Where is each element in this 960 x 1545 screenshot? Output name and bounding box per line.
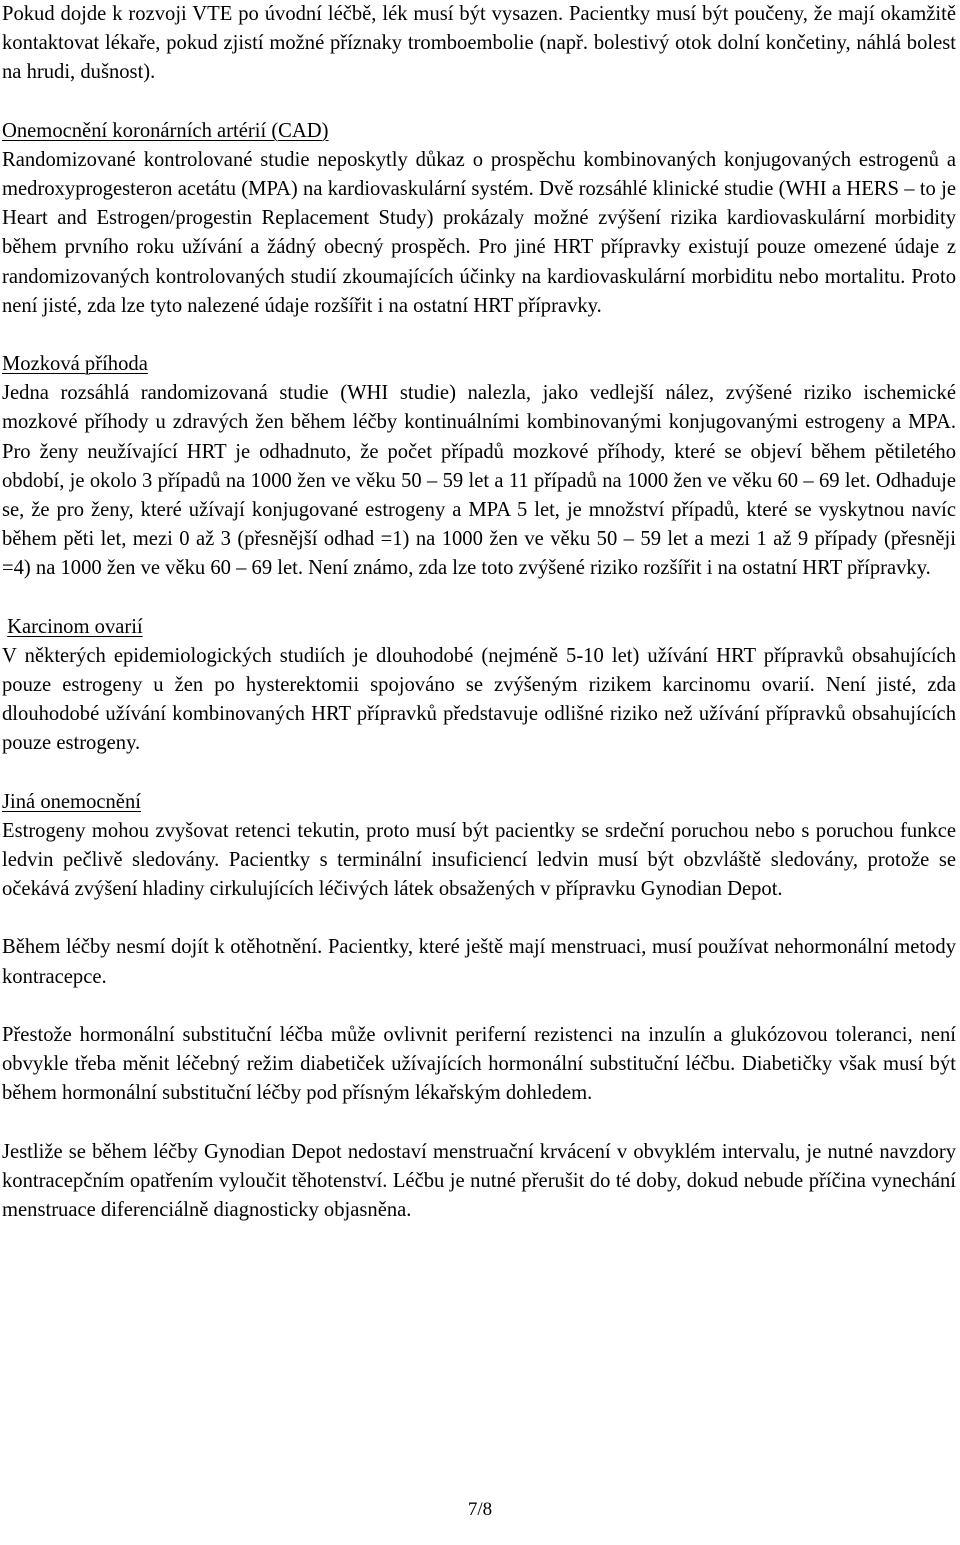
stroke-paragraph: Jedna rozsáhlá randomizovaná studie (WHI studie) nalezla, jako vedlejší nález, zvýšené riziko ischemické mozkové příhody u zdravých žen během léčby kontinuálními kombinovanými konjugovanými estrogeny a MPA. Pro ženy neužívající HRT je odhadnuto, že počet případů mozkové příhody, které se objeví během pětiletého období, je okolo 3 případů na 1000 žen ve věku 50 – 59 let a 11 případů na 1000 žen ve věku 60 – 69 let. Odhaduje se, že pro ženy, které užívají konjugované estrogeny a MPA 5 let, je množství případů, které se vyskytnou navíc během pěti let, mezi 0 až 3 (přesnější odhad =1) na 1000 žen ve věku 50 – 59 let a mezi 1 až 9 případy (přesněji =4) na 1000 žen ve věku 60 – 69 let. Není známo, zda lze toto zvýšené riziko rozšířit i na ostatní HRT přípravky. <box>2 382 956 580</box>
ovary-paragraph: V některých epidemiologických studiích je dlouhodobé (nejméně 5-10 let) užívání HRT přípravků obsahujících pouze estrogeny u žen po hysterektomii spojováno se zvýšeným rizikem karcinomu ovarií. Není jisté, zda dlouhodobé užívání kombinovaných HRT přípravků představuje odlišné riziko než užívání přípravků obsahujících pouze estrogeny. <box>2 644 956 755</box>
cad-heading: Onemocnění koronárních artérií (CAD) <box>2 119 329 142</box>
stroke-heading: Mozková příhoda <box>2 353 148 376</box>
intro-paragraph: Pokud dojde k rozvoji VTE po úvodní léčbě, lék musí být vysazen. Pacientky musí být poučeny, že mají okamžitě kontaktovat lékaře, pokud zjistí možné příznaky tromboembolie (např. bolestivý otok dolní končetiny, náhlá bolest na hrudi, dušnost). <box>2 3 956 84</box>
bleeding-paragraph: Jestliže se během léčby Gynodian Depot nedostaví menstruační krvácení v obvyklém intervalu, je nutné navzdory kontracepčním opatřením vyloučit těhotenství. Léčbu je nutné přerušit do té doby, dokud nebude příčina vynechání menstruace diferenciálně diagnosticky objasněna. <box>2 1140 956 1221</box>
cad-paragraph: Randomizované kontrolované studie neposkytly důkaz o prospěchu kombinovaných konjugovaných estrogenů a medroxyprogesteron acetátu (MPA) na kardiovaskulární systém. Dvě rozsáhlé klinické studie (WHI a HERS – to je Heart and Estrogen/progestin Replacement Study) prokázaly možné zvýšení rizika kardiovaskulární morbidity během prvního roku užívání a žádný obecný prospěch. Pro jiné HRT přípravky existují pouze omezené údaje z randomizovaných kontrolovaných studií zkoumajících účinky na kardiovaskulární morbiditu nebo mortalitu. Proto není jisté, zda lze tyto nalezené údaje rozšířit i na ostatní HRT přípravky. <box>2 148 956 317</box>
other-paragraph: Estrogeny mohou zvyšovat retenci tekutin, proto musí být pacientky se srdeční poruchou nebo s poruchou funkce ledvin pečlivě sledovány. Pacientky s terminální insuficiencí ledvin musí být obzvláště sledovány, protože se očekává zvýšení hladiny cirkulujících léčivých látek obsažených v přípravku Gynodian Depot. <box>2 819 956 901</box>
page-number: 7/8 <box>467 1499 493 1520</box>
diabetes-paragraph: Přestože hormonální substituční léčba může ovlivnit periferní rezistenci na inzulín a glukózovou toleranci, není obvykle třeba měnit léčebný režim diabetiček užívajících hormonální substituční léčbu. Diabetičky však musí být během hormonální substituční léčby pod přísným lékařským dohledem. <box>2 1023 956 1105</box>
pregnancy-paragraph: Během léčby nesmí dojít k otěhotnění. Pacientky, které ještě mají menstruaci, musí používat nehormonální metody kontracepce. <box>2 936 956 988</box>
ovary-heading: Karcinom ovarií <box>7 615 143 638</box>
other-heading: Jiná onemocnění <box>2 790 141 813</box>
document-page <box>2 0 956 1225</box>
